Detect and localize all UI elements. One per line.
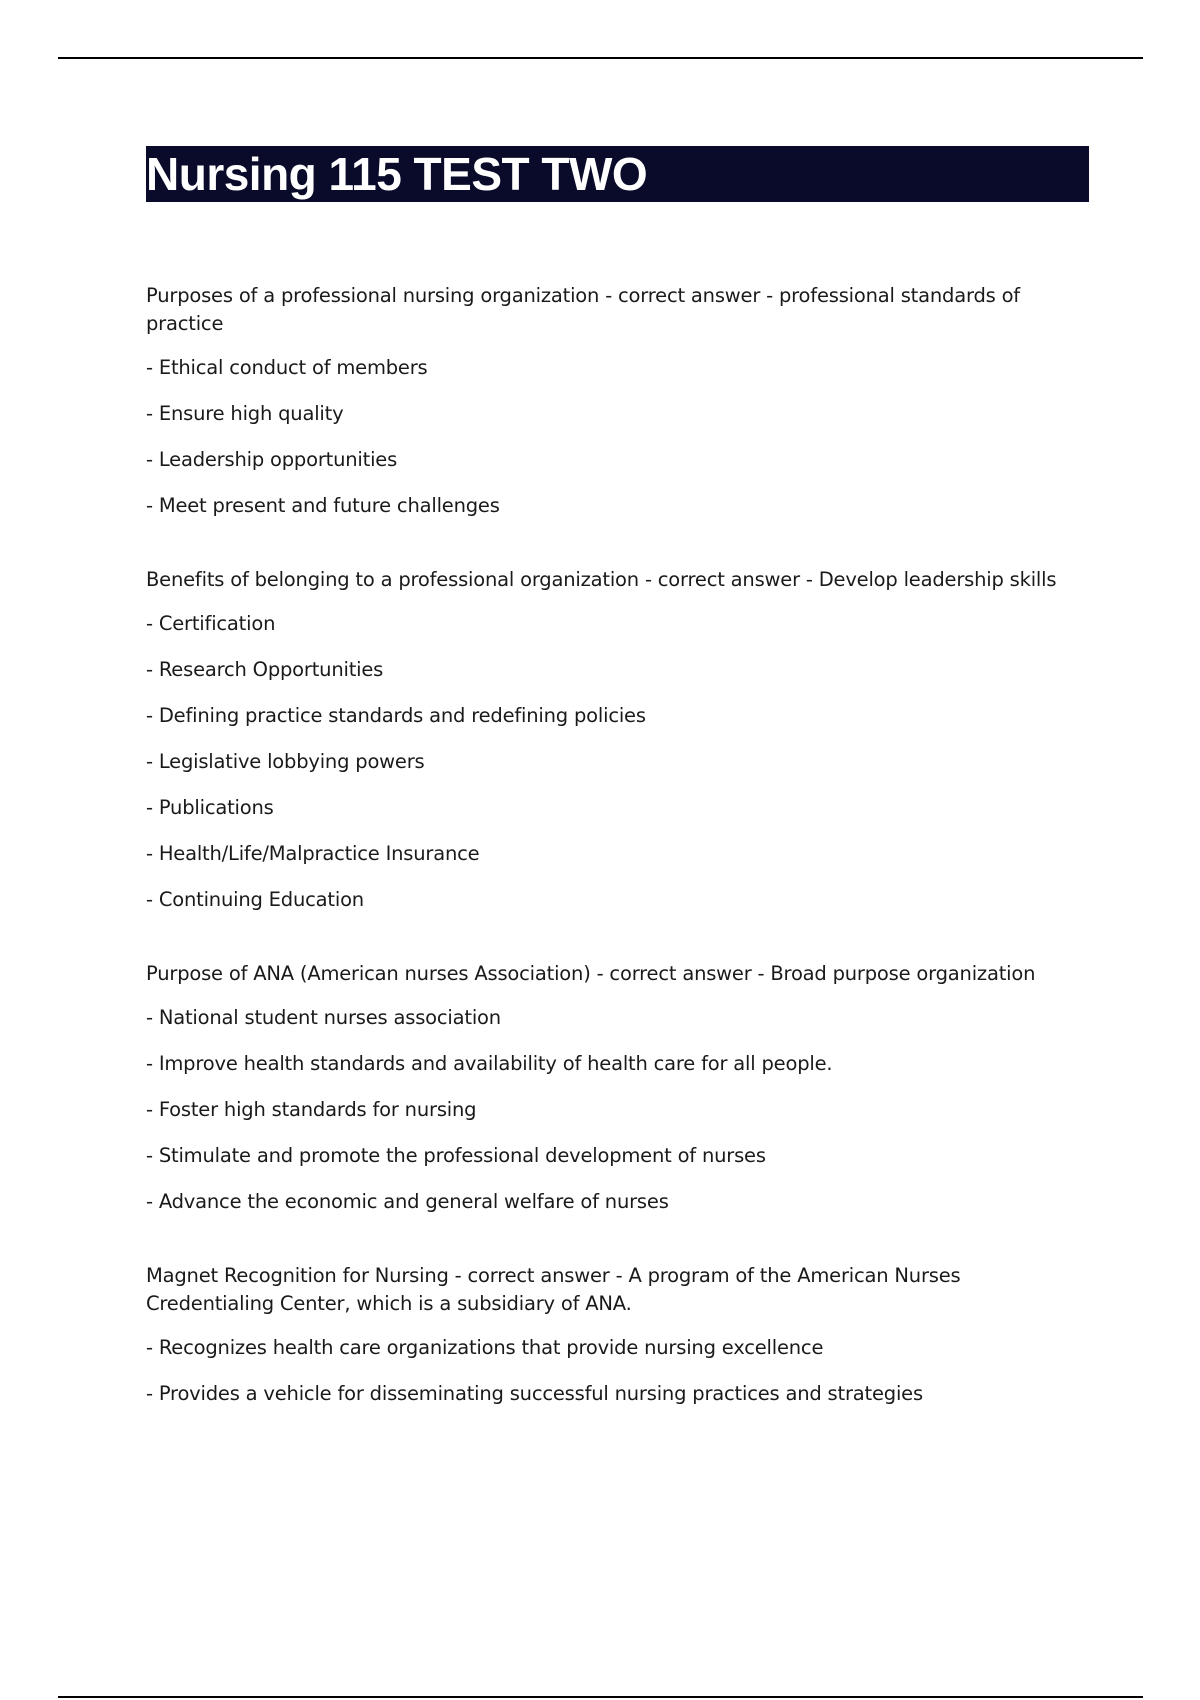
document-body bbox=[146, 146, 1089, 1426]
answer-line: - Stimulate and promote the professional development of nurses bbox=[146, 1144, 766, 1167]
answer-line: - Improve health standards and availability of health care for all people. bbox=[146, 1052, 833, 1075]
answer-line: - Ensure high quality bbox=[146, 402, 344, 425]
qa-block bbox=[146, 282, 1089, 520]
qa-list bbox=[146, 282, 1089, 1408]
answer-line: - National student nurses association bbox=[146, 1006, 501, 1029]
question-text: Purposes of a professional nursing organization - correct answer - professional standards of practice bbox=[146, 284, 1020, 335]
top-rule bbox=[58, 57, 1143, 59]
answer-line: - Provides a vehicle for disseminating successful nursing practices and strategies bbox=[146, 1382, 923, 1405]
answer-line: - Defining practice standards and redefining policies bbox=[146, 704, 646, 727]
title-bar bbox=[146, 146, 1089, 202]
answer-line: - Certification bbox=[146, 612, 276, 635]
answer-line: - Legislative lobbying powers bbox=[146, 750, 425, 773]
answer-line: - Continuing Education bbox=[146, 888, 364, 911]
qa-block bbox=[146, 960, 1089, 1216]
question-text: Benefits of belonging to a professional organization - correct answer - Develop leadership skills bbox=[146, 568, 1057, 591]
qa-block bbox=[146, 1262, 1089, 1408]
question-text: Magnet Recognition for Nursing - correct answer - A program of the American Nurses Credentialing Center, which is a subsidiary of ANA. bbox=[146, 1264, 961, 1315]
answer-line: - Publications bbox=[146, 796, 274, 819]
answer-line: - Leadership opportunities bbox=[146, 448, 398, 471]
answer-line: - Recognizes health care organizations that provide nursing excellence bbox=[146, 1336, 824, 1359]
answer-line: - Research Opportunities bbox=[146, 658, 384, 681]
answer-line: - Health/Life/Malpractice Insurance bbox=[146, 842, 480, 865]
document-title: Nursing 115 TEST TWO bbox=[146, 148, 648, 200]
question-text: Purpose of ANA (American nurses Association) - correct answer - Broad purpose organization bbox=[146, 962, 1036, 985]
answer-line: - Foster high standards for nursing bbox=[146, 1098, 477, 1121]
qa-block bbox=[146, 566, 1089, 914]
answer-line: - Advance the economic and general welfare of nurses bbox=[146, 1190, 669, 1213]
bottom-rule bbox=[58, 1696, 1143, 1698]
answer-line: - Meet present and future challenges bbox=[146, 494, 500, 517]
answer-line: - Ethical conduct of members bbox=[146, 356, 428, 379]
